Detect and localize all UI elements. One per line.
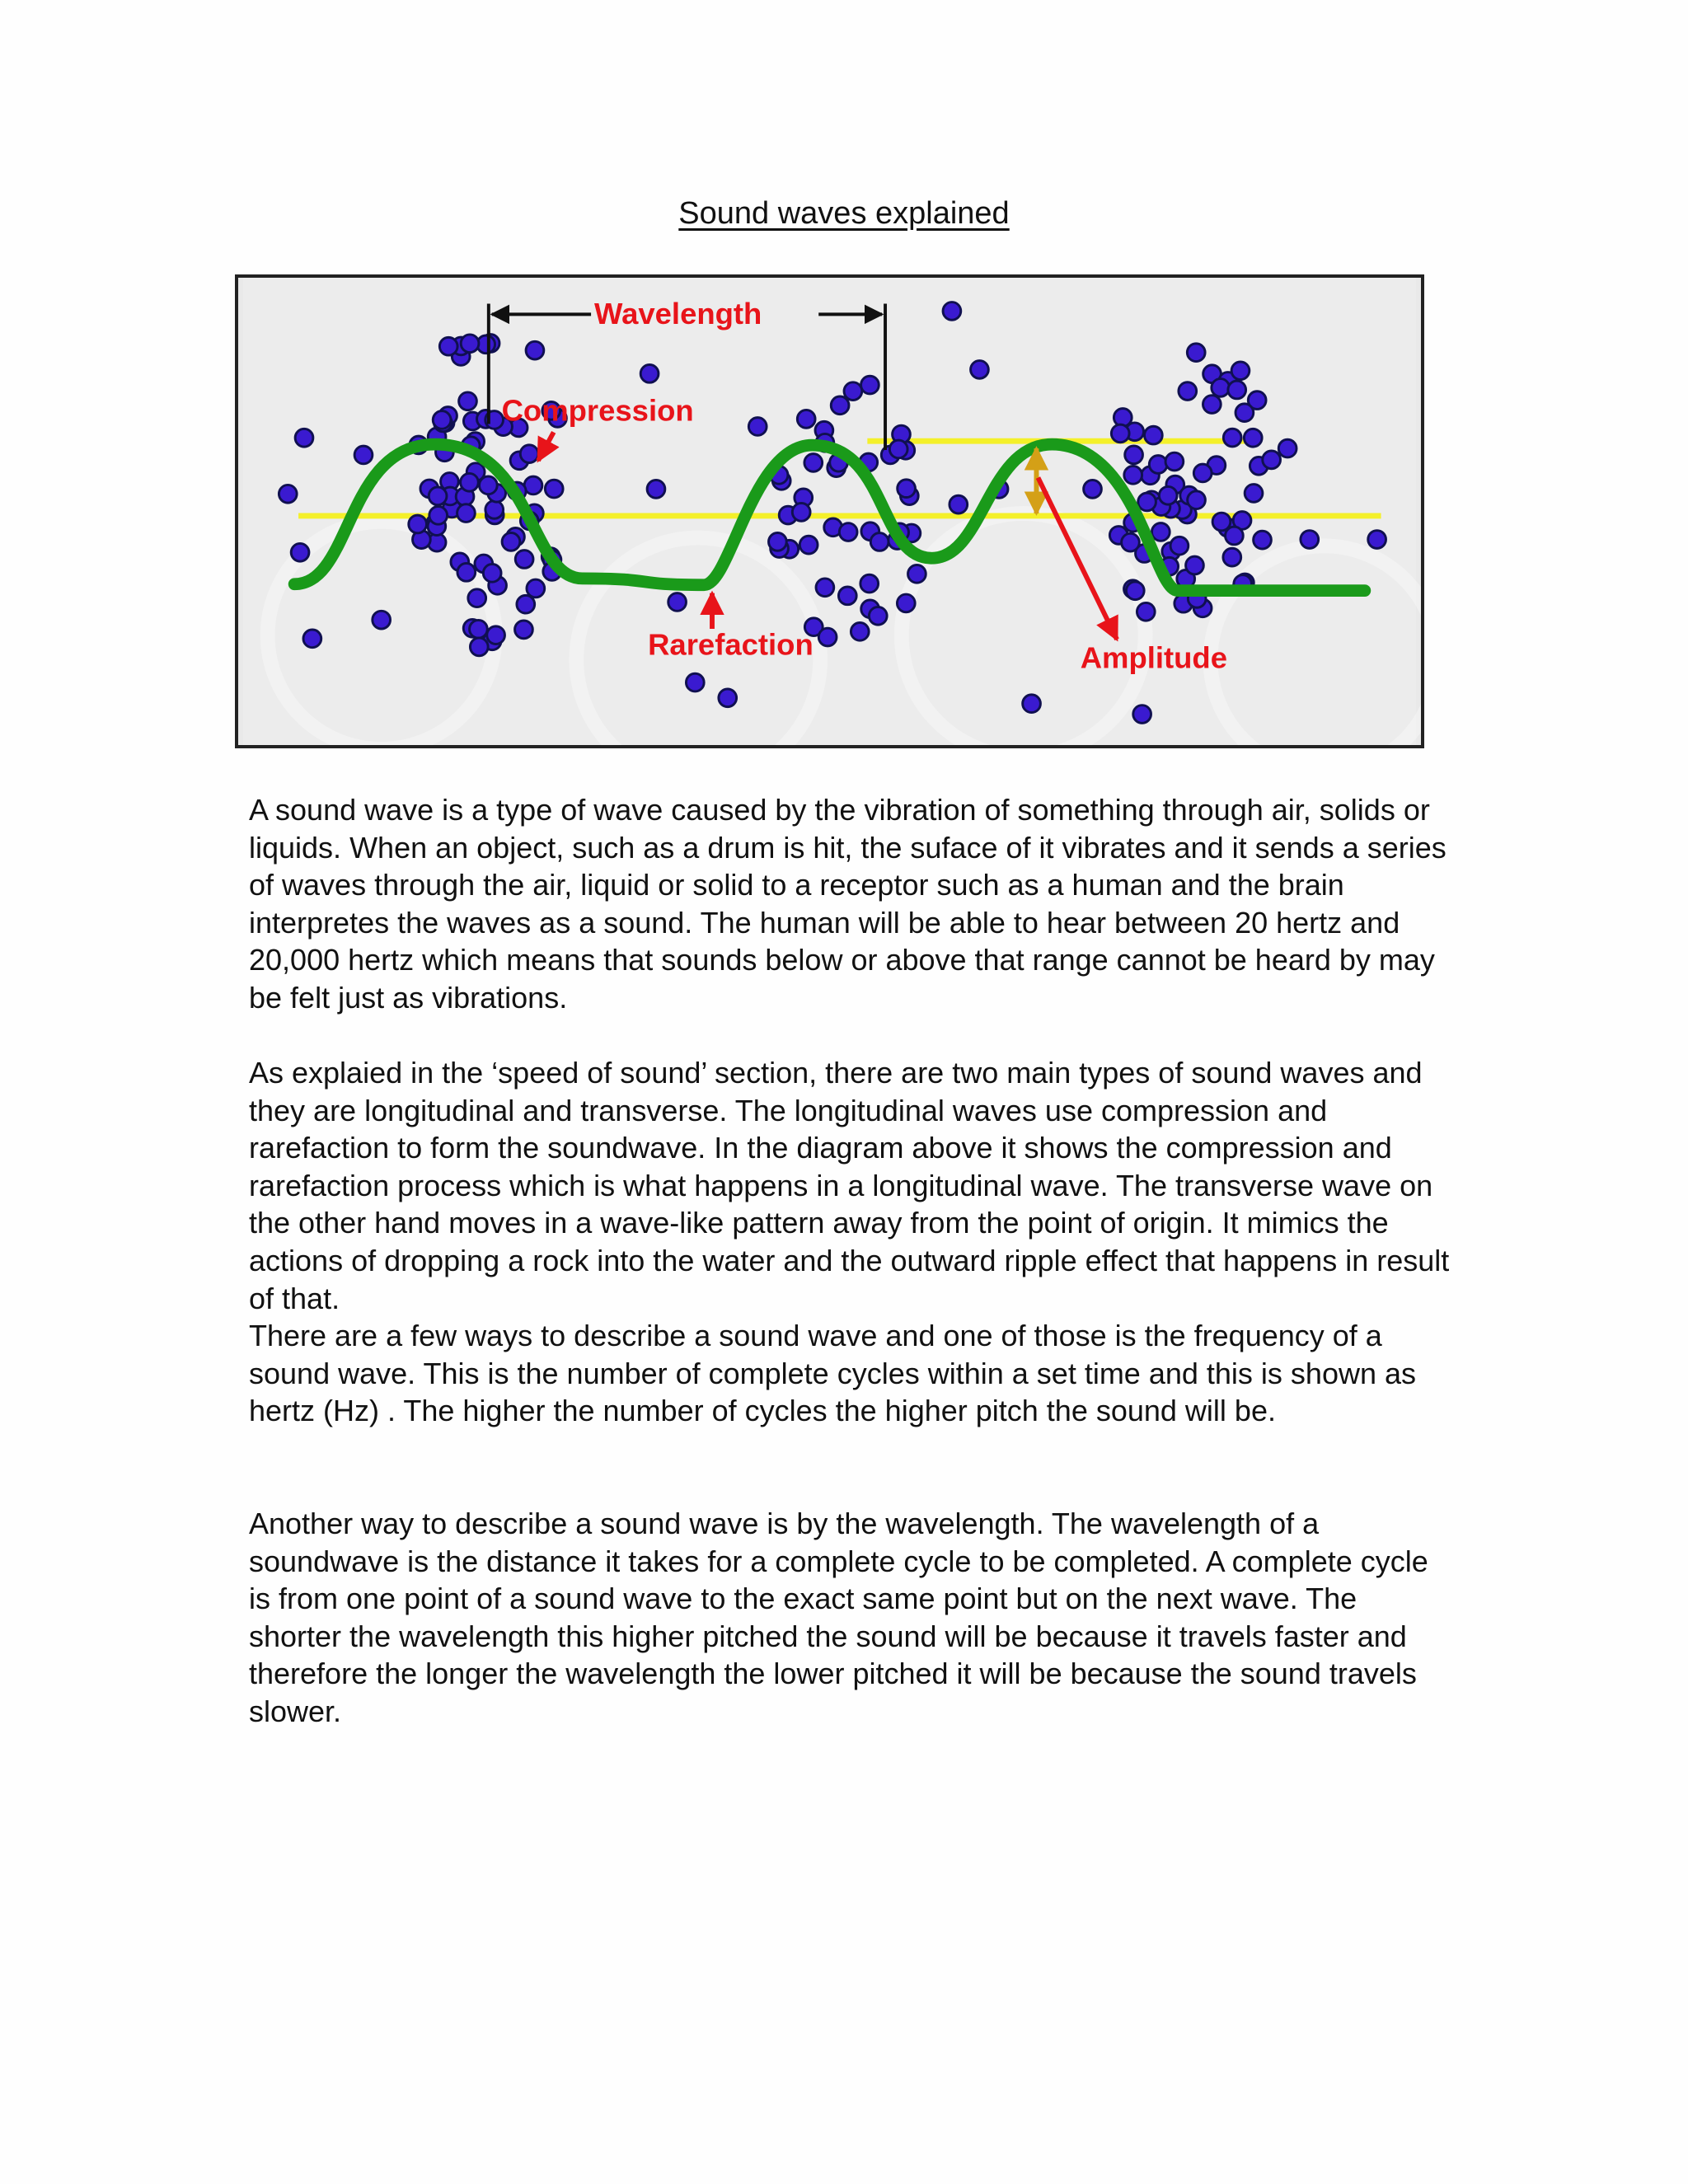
particle [792, 504, 810, 522]
paragraph-2-block [249, 1054, 1452, 1430]
particle [1223, 429, 1241, 447]
particle [870, 533, 889, 551]
particle [527, 579, 545, 598]
particle [483, 564, 501, 582]
particle [950, 495, 968, 513]
particle [439, 337, 457, 355]
particle [804, 454, 823, 472]
particle [1179, 382, 1197, 401]
particle [485, 501, 504, 519]
paragraph-2: As explaied in the ‘speed of sound’ section, there are two main types of sound waves and they are longitudinal and transverse. The longitudinal waves use compression and rarefaction to form the soundwave. In the diagram above it shows the compression and rarefaction process which is what happens in a longitudinal wave. The transverse wave on the other hand moves in a wave-like pattern away from the point of origin. It mimics the actions of dropping a rock into the water and the outward ripple effect that happens in result of that. [249, 1056, 1450, 1315]
particle [1133, 705, 1151, 724]
particle [1223, 548, 1241, 566]
particle [1145, 426, 1163, 444]
particle [1368, 531, 1386, 549]
particle [748, 418, 767, 436]
particle [844, 382, 862, 401]
particle [831, 396, 849, 415]
particle [459, 392, 477, 410]
particle [869, 607, 887, 625]
particle [1151, 523, 1170, 541]
particle [1278, 439, 1296, 457]
particle [1254, 531, 1272, 549]
particle [818, 628, 837, 646]
paragraph-4-block [249, 1505, 1452, 1731]
particle [1084, 480, 1102, 499]
particle [1165, 452, 1184, 471]
particle [502, 533, 520, 551]
particle [1203, 396, 1221, 414]
particle [515, 621, 533, 639]
particle [1245, 485, 1263, 503]
particle [295, 429, 313, 447]
particle [1228, 381, 1246, 399]
particle [861, 376, 879, 394]
particle [1149, 456, 1167, 474]
particle [457, 564, 476, 582]
particle [1226, 527, 1244, 545]
particle [1236, 404, 1254, 422]
particle [1111, 424, 1129, 443]
paragraph-3: There are a few ways to describe a sound wave and one of those is the frequency of a sound wave. This is the number of complete cycles within a set time and this is shown as hertz (Hz) . The higher the number of cycles the higher pitch the sound will be. [249, 1319, 1417, 1428]
particle [1122, 533, 1140, 551]
particle [468, 589, 486, 607]
particle [429, 506, 448, 524]
particle [520, 445, 538, 463]
particle [943, 302, 961, 321]
particle [1170, 537, 1189, 555]
particle [1159, 486, 1177, 504]
wavelength-label: Wavelength [594, 297, 762, 331]
compression-label: Compression [501, 393, 694, 428]
particle [889, 440, 907, 458]
particle [409, 515, 427, 533]
particle [303, 630, 321, 648]
particle [686, 673, 704, 691]
particle [1186, 556, 1204, 574]
diagram-svg [238, 278, 1421, 745]
particle [897, 594, 915, 612]
particle [1301, 531, 1319, 549]
particle [433, 411, 451, 429]
particle [461, 335, 479, 353]
particle [769, 533, 787, 551]
particle [1138, 493, 1156, 511]
particle [373, 611, 391, 629]
particle [470, 621, 488, 639]
particle [1193, 464, 1212, 482]
particle [515, 551, 533, 569]
particle [1188, 491, 1206, 509]
particle [457, 504, 476, 523]
paragraph-1: A sound wave is a type of wave caused by the vibration of something through air, solids or liquids. When an object, such as a drum is hit, the suface of it vibrates and it sends a series of waves through the air, liquid or solid to a receptor such as a human and the brain interpretes the waves as a sound. The human will be able to hear between 20 hertz and 20,000 hertz which means that sounds below or above that range cannot be heard by may be felt just as vibrations. [249, 793, 1447, 1015]
particle [1023, 695, 1041, 713]
particle [461, 473, 479, 491]
particle [479, 476, 497, 494]
particle [799, 536, 818, 554]
paragraph-4: Another way to describe a sound wave is by the wavelength. The wavelength of a soundwave is the distance it takes for a complete cycle to be completed. A complete cycle is from one point of a sound wave to the exact same point but on the next wave. The shorter the wavelength this higher pitched the sound will be because it travels faster and therefore the longer the wavelength the lower pitched it will be because the sound travels slower. [249, 1507, 1428, 1728]
particle [354, 446, 373, 464]
particle [1244, 429, 1262, 447]
particle [860, 574, 879, 593]
particle [1125, 446, 1143, 464]
particle [839, 523, 857, 541]
particle [1263, 451, 1281, 469]
particle [1126, 582, 1144, 600]
particle [1137, 602, 1155, 621]
rarefaction-label: Rarefaction [648, 627, 814, 662]
particle [971, 361, 989, 379]
particle [279, 485, 297, 503]
particle [1187, 344, 1205, 362]
particle [719, 689, 737, 707]
particle [487, 626, 505, 644]
particle [647, 480, 665, 499]
particle [898, 480, 916, 498]
particle [838, 587, 856, 605]
amplitude-label: Amplitude [1080, 640, 1228, 675]
particle [291, 543, 309, 561]
particle [668, 593, 687, 612]
particle [545, 480, 563, 498]
particle [1124, 466, 1142, 484]
particle [429, 487, 447, 505]
particle [1231, 362, 1250, 380]
particle [640, 365, 659, 383]
particle [816, 579, 834, 597]
paragraph-1-block [249, 791, 1452, 1017]
particle [517, 595, 535, 613]
particle [908, 565, 926, 583]
particle [526, 341, 544, 359]
particle [851, 622, 869, 640]
sound-wave-diagram [235, 274, 1424, 748]
particle [470, 638, 488, 656]
page-title: Sound waves explained [678, 196, 1010, 231]
particle [1212, 379, 1230, 397]
particle [797, 410, 815, 429]
